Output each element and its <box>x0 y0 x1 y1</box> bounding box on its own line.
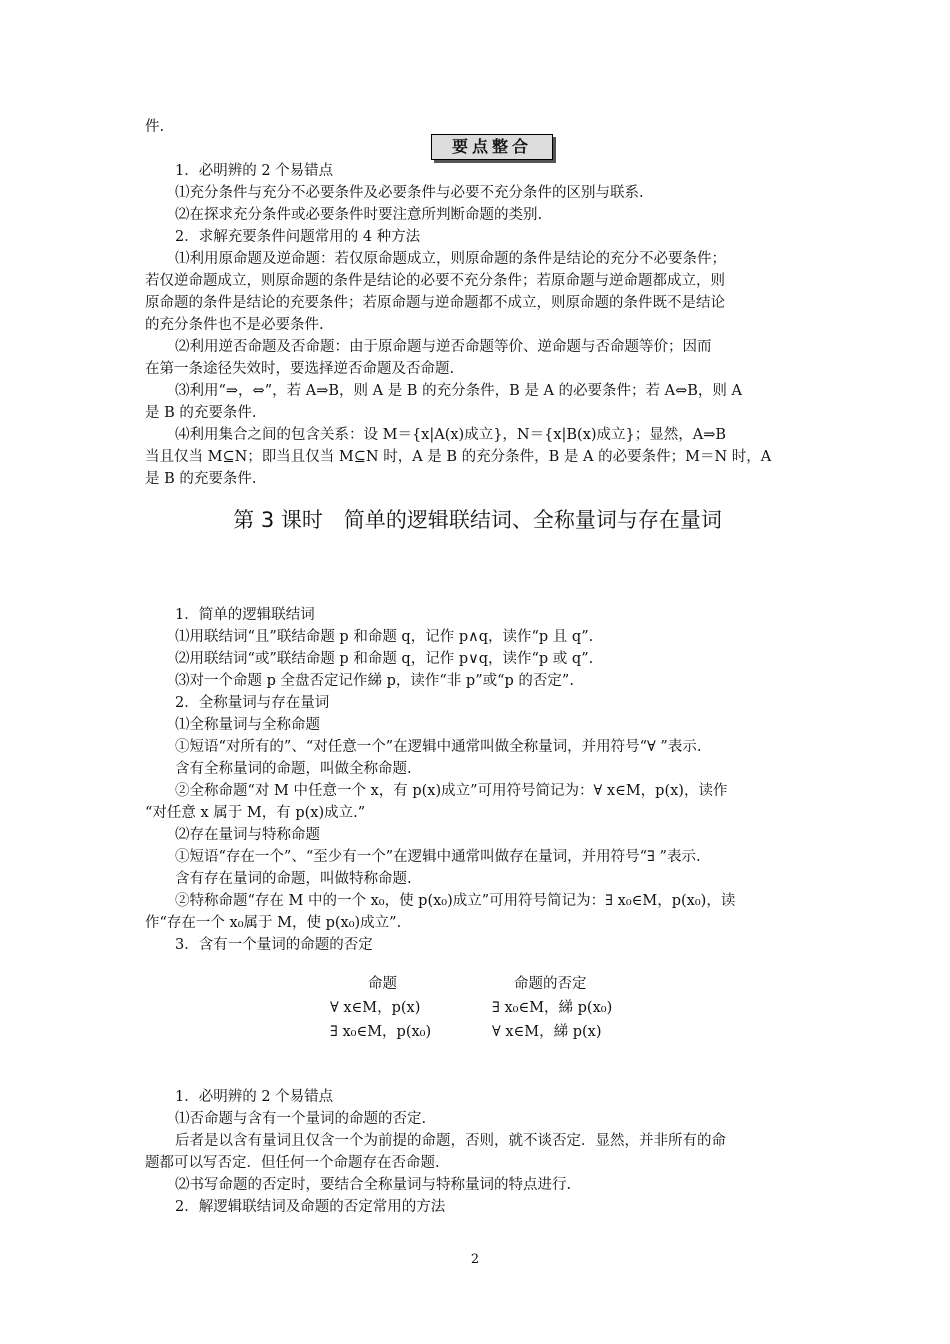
list-item: 1．必明辨的 2 个易错点 <box>175 1089 334 1105</box>
list-item: ⑵书写命题的否定时，要结合全称量词与特称量词的特点进行. <box>175 1177 572 1193</box>
list-item: 2．求解充要条件问题常用的 4 种方法 <box>175 229 421 245</box>
paragraph-line: 是 B 的充要条件. <box>145 471 257 487</box>
paragraph-line: ⑶利用“⇒，⇔”，若 A⇒B，则 A 是 B 的充分条件，B 是 A 的必要条件；若 A⇔B，则 A <box>175 383 742 399</box>
list-item: ⑴否命题与含有一个量词的命题的否定. <box>175 1111 427 1127</box>
table-header: 命题 <box>368 976 397 992</box>
table-cell: ∃ x₀∈M，p(x₀) <box>330 1024 432 1040</box>
page-number: 2 <box>470 1252 480 1267</box>
table-column-proposition <box>330 972 431 1044</box>
list-item: 3．含有一个量词的命题的否定 <box>175 937 373 953</box>
paragraph-line: 含有全称量词的命题，叫做全称命题. <box>175 761 412 777</box>
list-item: ⑶对一个命题 p 全盘否定记作綈 p，读作“非 p”或“p 的否定”. <box>175 673 574 689</box>
list-item: 2．解逻辑联结词及命题的否定常用的方法 <box>175 1199 446 1215</box>
section-badge: 要点整合 <box>431 134 553 160</box>
paragraph-line: ②特称命题“存在 M 中的一个 x₀，使 p(x₀)成立”可用符号简记为：∃ x₀∈M，p(x₀)，读 <box>175 893 736 909</box>
paragraph-line: ①短语“对所有的”、“对任意一个”在逻辑中通常叫做全称量词，并用符号“∀ ”表示. <box>175 739 702 755</box>
paragraph-line: ⑴利用原命题及逆命题：若仅原命题成立，则原命题的条件是结论的充分不必要条件； <box>175 251 726 267</box>
paragraph-line: ②全称命题“对 M 中任意一个 x，有 p(x)成立”可用符号简记为：∀ x∈M，p(x)，读作 <box>175 783 728 799</box>
table-column-negation <box>492 972 612 1044</box>
paragraph-line: 是 B 的充要条件. <box>145 405 257 421</box>
table-header: 命题的否定 <box>514 976 587 992</box>
table-cell: ∀ x∈M，綈 p(x) <box>492 1024 602 1040</box>
paragraph-line: 的充分条件也不是必要条件. <box>145 317 324 333</box>
paragraph-line: 含有存在量词的命题，叫做特称命题. <box>175 871 412 887</box>
list-item: 2．全称量词与存在量词 <box>175 695 330 711</box>
paragraph-line: 原命题的条件是结论的充要条件；若原命题与逆命题都不成立，则原命题的条件既不是结论 <box>145 295 725 311</box>
paragraph-line: ⑷利用集合之间的包含关系：设 M＝{x|A(x)成立}，N＝{x|B(x)成立}；显然，A⇒B <box>175 427 727 443</box>
list-item: ⑵存在量词与特称命题 <box>175 827 320 843</box>
paragraph-line: 在第一条途径失效时，要选择逆否命题及否命题. <box>145 361 455 377</box>
paragraph-line: ①短语“存在一个”、“至少有一个”在逻辑中通常叫做存在量词，并用符号“∃ ”表示. <box>175 849 701 865</box>
paragraph-line: 题都可以写否定．但任何一个命题存在否命题. <box>145 1155 440 1171</box>
continuation-text: 件. <box>145 119 165 135</box>
list-item: ⑴用联结词“且”联结命题 p 和命题 q，记作 p∧q，读作“p 且 q”. <box>175 629 594 645</box>
list-item: 1．简单的逻辑联结词 <box>175 607 315 623</box>
list-item: ⑵用联结词“或”联结命题 p 和命题 q，记作 p∨q，读作“p 或 q”. <box>175 651 594 667</box>
list-item: ⑴全称量词与全称命题 <box>175 717 320 733</box>
lesson-heading: 第 3 课时 简单的逻辑联结词、全称量词与存在量词 <box>233 508 722 532</box>
paragraph-line: 后者是以含有量词且仅含一个为前提的命题，否则，就不谈否定．显然，并非所有的命 <box>175 1133 726 1149</box>
paragraph-line: 当且仅当 M⊆N；即当且仅当 M⊆N 时，A 是 B 的充分条件，B 是 A 的必要条件；M＝N 时，A <box>145 449 772 465</box>
list-item: 1．必明辨的 2 个易错点 <box>175 163 334 179</box>
paragraph-line: 作“存在一个 x₀属于 M，使 p(x₀)成立”. <box>145 915 402 931</box>
list-item: ⑵在探求充分条件或必要条件时要注意所判断命题的类别. <box>175 207 543 223</box>
paragraph-line: “对任意 x 属于 M，有 p(x)成立.” <box>145 805 366 821</box>
list-item: ⑴充分条件与充分不必要条件及必要条件与必要不充分条件的区别与联系. <box>175 185 644 201</box>
table-cell: ∀ x∈M，p(x) <box>330 1000 421 1016</box>
paragraph-line: ⑵利用逆否命题及否命题：由于原命题与逆否命题等价、逆命题与否命题等价；因而 <box>175 339 712 355</box>
table-cell: ∃ x₀∈M，綈 p(x₀) <box>492 1000 613 1016</box>
paragraph-line: 若仅逆命题成立，则原命题的条件是结论的必要不充分条件；若原命题与逆命题都成立，则 <box>145 273 725 289</box>
